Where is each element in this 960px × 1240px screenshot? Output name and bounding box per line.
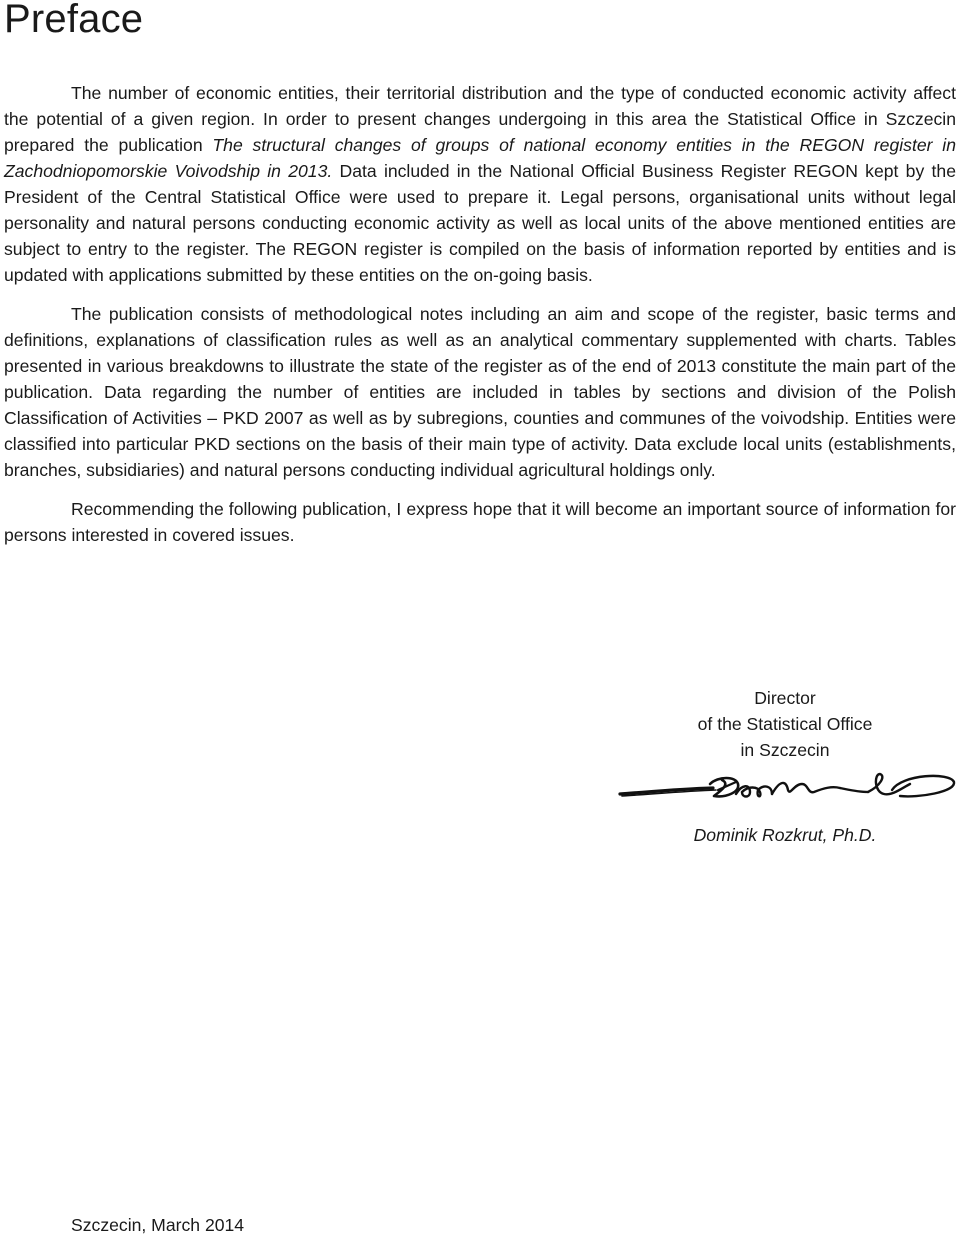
paragraph-3 — [4, 496, 956, 548]
paragraph-3-text: Recommending the following publication, I express hope that it will become an important source of information for persons interested in covered issues. — [4, 499, 956, 545]
handwritten-signature — [618, 770, 958, 810]
signatory-title-line-2: of the Statistical Office — [697, 714, 873, 734]
paragraph-2 — [4, 301, 956, 483]
publication-title: The structural changes of groups of national economy entities in the REGON register in Zachodniopomorskie Voivodship in 2013. — [4, 135, 956, 181]
signer-name: Dominik Rozkrut, Ph.D. — [693, 825, 877, 845]
paragraph-1-text-a: The number of economic entities, their territorial distribution and the type of conducted economic activity affect the potential of a given region. In order to present changes undergoing in this area the Statistical Office in Szczecin prepared the publication — [4, 83, 956, 155]
page-title: Preface — [4, 0, 144, 41]
signatory-title-line-3: in Szczecin — [740, 740, 830, 760]
paragraph-2-text: The publication consists of methodological notes including an aim and scope of the register, basic terms and definitions, explanations of classification rules as well as an analytical commentary supplemented with charts. Tables presented in various breakdowns to illustrate the state of the register as of the end of 2013 constitute the main part of the publication. Data regarding the number of entities are included in tables by sections and division of the Polish Classification of Activities – PKD 2007 as well as by subregions, counties and communes of the voivodship. Entities were classified into particular PKD sections on the basis of their main type of activity. Data exclude local units (establishments, branches, subsidiaries) and natural persons conducting individual agricultural holdings only. — [4, 304, 956, 480]
preface-body — [4, 80, 956, 561]
signatory-title-line-1: Director — [754, 688, 816, 708]
place-and-date: Szczecin, March 2014 — [71, 1215, 245, 1235]
signature-block — [620, 685, 950, 763]
paragraph-1 — [4, 80, 956, 288]
paragraph-1-text-b: Data included in the National Official Business Register REGON kept by the President of the Central Statistical Office were used to prepare it. Legal persons, organisational units without legal personality and natural persons conducting economic activity as well as local units of the above mentioned entities are subject to entry to the register. The REGON register is compiled on the basis of information reported by entities and is updated with applications submitted by these entities on the on-going basis. — [4, 161, 956, 285]
